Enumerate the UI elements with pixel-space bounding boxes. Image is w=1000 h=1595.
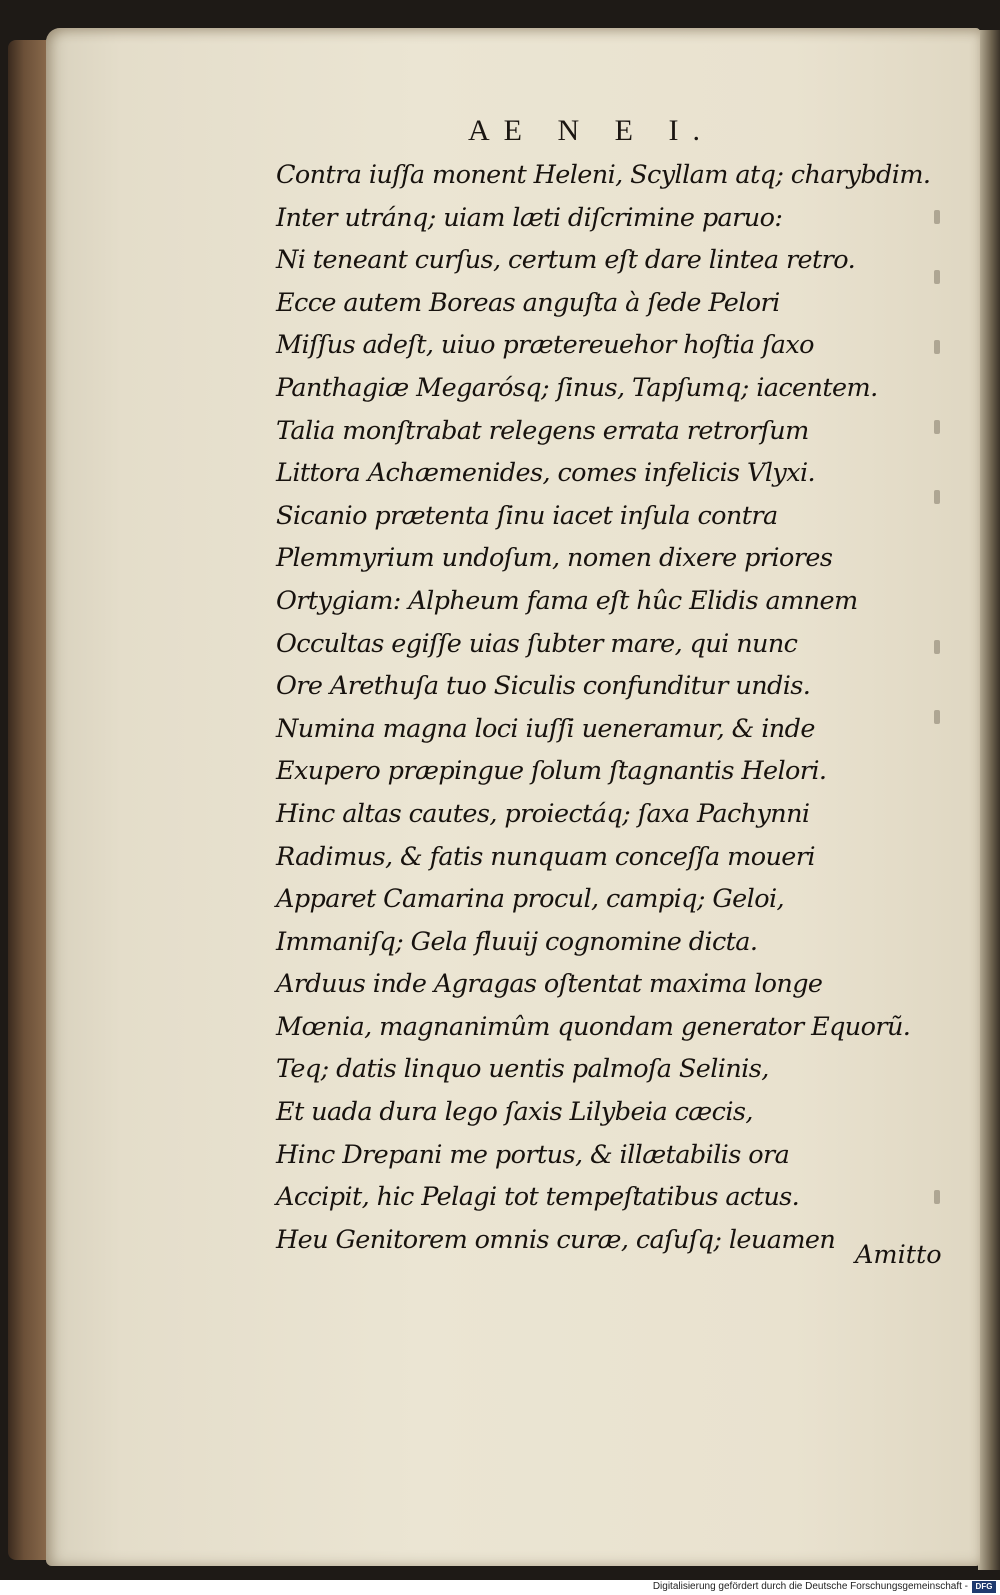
verse-line: Hinc Drepani me portus, & illætabilis ora (276, 1139, 790, 1170)
catchword: Amitto (855, 1240, 942, 1270)
verse-line: Accipit, hic Pelagi tot tempeſtatibus actus. (276, 1182, 800, 1213)
verse-line: Talia monſtrabat relegens errata retrorſum (276, 415, 809, 446)
verse-line: Ecce autem Boreas anguſta à ſede Pelori (276, 287, 780, 318)
verse-line: Teq; datis linquo uentis palmoſa Selinis, (276, 1054, 769, 1085)
verse-line: Heu Genitorem omnis curæ, caſuſq; leuamen (276, 1224, 836, 1255)
verse-line: Sicanio prætenta ſinu iacet inſula contra (276, 500, 778, 531)
verse-line: Immaniſq; Gela fluuij cognomine dicta. (276, 926, 758, 957)
verse-line: Contra iuſſa monent Heleni, Scyllam atq; charybdim. (276, 160, 931, 190)
verse-line: Ni teneant curſus, certum eſt dare lintea retro. (276, 245, 856, 276)
verse-line: Numina magna loci iuſſi ueneramur, & inde (276, 713, 815, 744)
verse-line: Occultas egiſſe uias ſubter mare, qui nunc (276, 628, 798, 659)
verse-line: Ore Arethuſa tuo Siculis confunditur undis. (276, 671, 811, 702)
verse-line: Mœnia, magnanimûm quondam generator Equorũ. (276, 1011, 911, 1042)
verse-line: Arduus inde Agragas oſtentat maxima longe (276, 969, 823, 1000)
digitization-credit: Digitalisierung gefördert durch die Deutsche Forschungsgemeinschaft - (652, 1581, 968, 1592)
verse-line: Hinc altas cautes, proiectáq; ſaxa Pachynni (276, 798, 810, 829)
verse-line: Littora Achæmenides, comes infelicis Vlyxi. (276, 458, 816, 489)
verse-line: Panthagiæ Megarósq; ſinus, Tapſumq; iacentem. (276, 372, 878, 403)
running-header: AE N E I. (468, 114, 714, 147)
dfg-logo-icon: DFG (972, 1581, 996, 1593)
verse-list (276, 154, 930, 1261)
verse-line: Exupero præpingue ſolum ſtagnantis Helori. (276, 756, 827, 787)
book-spine-edge (8, 40, 48, 1560)
verse-line: Plemmyrium undoſum, nomen dixere priores (276, 543, 833, 574)
show-through-marks (922, 190, 952, 1240)
verse-line: Ortygiam: Alpheum fama eſt hûc Elidis amnem (276, 585, 858, 616)
verse-line: Inter utránq; uiam læti diſcrimine paruo: (276, 202, 783, 233)
verse-line: Apparet Camarina procul, campiq; Geloi, (276, 884, 785, 915)
page-fore-edge (978, 30, 1000, 1570)
verse-line: Et uada dura lego ſaxis Lilybeia cæcis, (276, 1097, 753, 1128)
verse-line: Miſſus adeſt, uiuo prætereuehor hoſtia ſaxo (276, 330, 814, 361)
verse-line: Radimus, & fatis nunquam conceſſa moueri (276, 841, 815, 872)
